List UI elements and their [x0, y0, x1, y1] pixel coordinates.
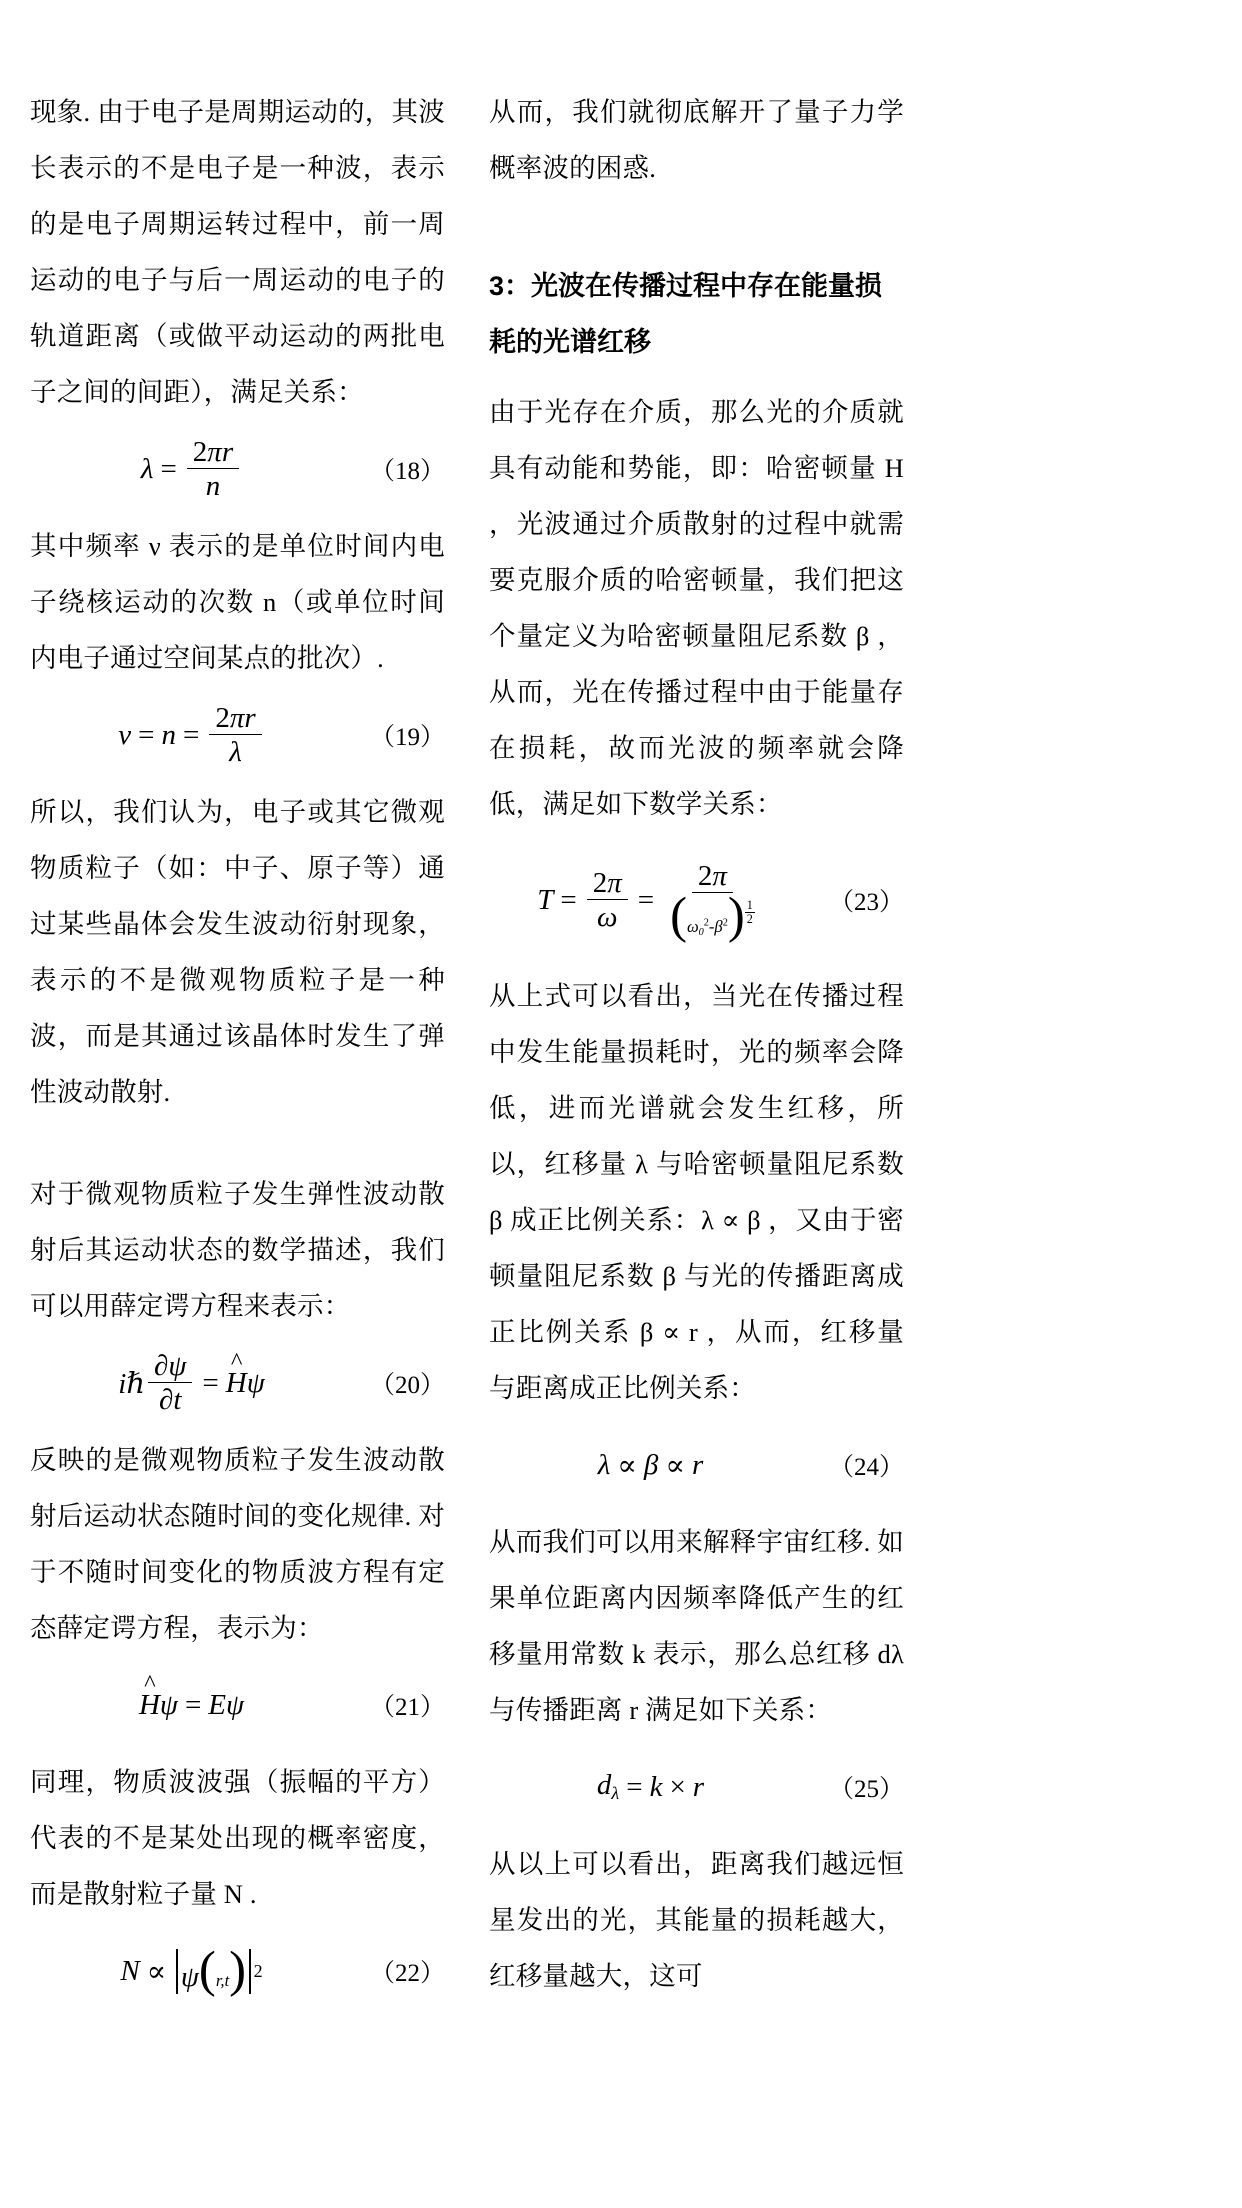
- spacer: [489, 370, 904, 384]
- math-expression: iℏ $\frac{\partial\psi}{\partial t}$ = ^ H ψ: [118, 1351, 264, 1416]
- section-heading: 3：光波在传播过程中存在能量损耗的光谱红移: [489, 271, 883, 357]
- paragraph-text: 所以，我们认为，电子或其它微观物质粒子（如：中子、原子等）通过某些晶体会发生波动衍射现象，表示的不是微观物质粒子是一种波，而是其通过该晶体时发生了弹性波动散射.: [30, 797, 445, 1107]
- equation-20: [30, 1348, 445, 1418]
- paragraph-text: 反映的是微观物质粒子发生波动散射后运动状态随时间的变化规律. 对于不随时间变化的物质波方程有定态薛定谔方程，表示为：: [30, 1445, 445, 1643]
- equation-number: （19）: [369, 724, 445, 751]
- equation-number: （25）: [828, 1776, 904, 1803]
- spacer: [489, 954, 904, 968]
- paragraph-text: 从以上可以看出，距离我们越远恒星发出的光，其能量的损耗越大，红移量越大，这可: [489, 1849, 904, 1991]
- paragraph-text: 对于微观物质粒子发生弹性波动散射后其运动状态的数学描述，我们可以用薛定谔方程来表示：: [30, 1179, 445, 1321]
- spacer: [30, 1120, 445, 1166]
- equation-body: [30, 703, 353, 768]
- spacer: [30, 1334, 445, 1348]
- equation-body: [489, 859, 812, 944]
- spacer: [30, 686, 445, 700]
- equation-body: [489, 1769, 812, 1804]
- math-expression: $d_\lambda$ = k × r: [596, 1769, 705, 1804]
- two-column-body: [30, 84, 1212, 2124]
- equation-body: [489, 1448, 812, 1483]
- math-expression: ^ H ψ = E ψ: [139, 1689, 244, 1722]
- equation-body: [30, 437, 353, 502]
- math-expression: T = $\frac{2\pi}{\omega}$ = 2π $(\omega_0^2-\beta^2)$ $\frac{1}{2}$: [537, 859, 753, 944]
- math-expression: N ∝ ψ(r,t) 2: [120, 1940, 263, 1997]
- equation-body: [30, 1351, 353, 1416]
- equation-number: （20）: [369, 1372, 445, 1399]
- spacer: [30, 770, 445, 784]
- spacer: [489, 1416, 904, 1430]
- math-expression: ν = n = $\frac{2\pi r}{\lambda}$: [118, 703, 264, 768]
- equation-21: [30, 1670, 445, 1740]
- paragraph-text: 从上式可以看出，当光在传播过程中发生能量损耗时，光的频率会降低，进而光谱就会发生红移，所以，红移量 λ 与哈密顿量阻尼系数 β 成正比例关系：λ ∝ β ，又由于密顿量阻尼系数 β 与光的传播距离成正比例关系 β ∝ r ，从而，红移量与距离成正比例关系：: [489, 981, 904, 1403]
- left-column: [30, 84, 445, 2124]
- paragraph-text: 从而，我们就彻底解开了量子力学概率波的困惑.: [489, 97, 904, 183]
- math-expression: λ ∝ β ∝ r: [597, 1448, 704, 1482]
- equation-number: （23）: [828, 889, 904, 916]
- equation-24: [489, 1430, 904, 1500]
- equation-18: [30, 434, 445, 504]
- spacer: [489, 1500, 904, 1514]
- paragraph-text: 现象. 由于电子是周期运动的，其波长表示的不是电子是一种波，表示的是电子周期运转过程中，前一周运动的电子与后一周运动的电子的轨道距离（或做平动运动的两批电子之间的间距），满足关系：: [30, 97, 445, 407]
- spacer: [489, 196, 904, 258]
- spacer: [489, 832, 904, 846]
- paragraph-text: 其中频率 ν 表示的是单位时间内电子绕核运动的次数 n（或单位时间内电子通过空间某点的批次）.: [30, 531, 445, 673]
- equation-19: [30, 700, 445, 770]
- spacer: [30, 1418, 445, 1432]
- paragraph-text: 从而我们可以用来解释宇宙红移. 如果单位距离内因频率降低产生的红移量用常数 k 表示，那么总红移 dλ 与传播距离 r 满足如下关系：: [489, 1527, 904, 1725]
- equation-number: （21）: [369, 1694, 445, 1721]
- spacer: [30, 420, 445, 434]
- paragraph-text: 由于光存在介质，那么光的介质就具有动能和势能，即：哈密顿量 H ，光波通过介质散射的过程中就需要克服介质的哈密顿量，我们把这个量定义为哈密顿量阻尼系数 β ，从而，光在传播过程中由于能量存在损耗，故而光波的频率就会降低，满足如下数学关系：: [489, 397, 904, 819]
- equation-22: [30, 1936, 445, 2006]
- spacer: [30, 1922, 445, 1936]
- math-expression: λ = $\frac{2\pi r}{n}$: [141, 437, 242, 502]
- equation-25: [489, 1752, 904, 1822]
- paragraph-text: 同理，物质波波强（振幅的平方）代表的不是某处出现的概率密度，而是散射粒子量 N .: [30, 1767, 445, 1909]
- spacer: [489, 1738, 904, 1752]
- equation-number: （22）: [369, 1960, 445, 1987]
- equation-body: [30, 1689, 353, 1722]
- equation-body: [30, 1940, 353, 1997]
- spacer: [489, 1822, 904, 1836]
- equation-number: （18）: [369, 458, 445, 485]
- spacer: [30, 1656, 445, 1670]
- equation-number: （24）: [828, 1454, 904, 1481]
- spacer: [30, 504, 445, 518]
- equation-23: [489, 846, 904, 954]
- spacer: [30, 1740, 445, 1754]
- right-column: [489, 84, 904, 2124]
